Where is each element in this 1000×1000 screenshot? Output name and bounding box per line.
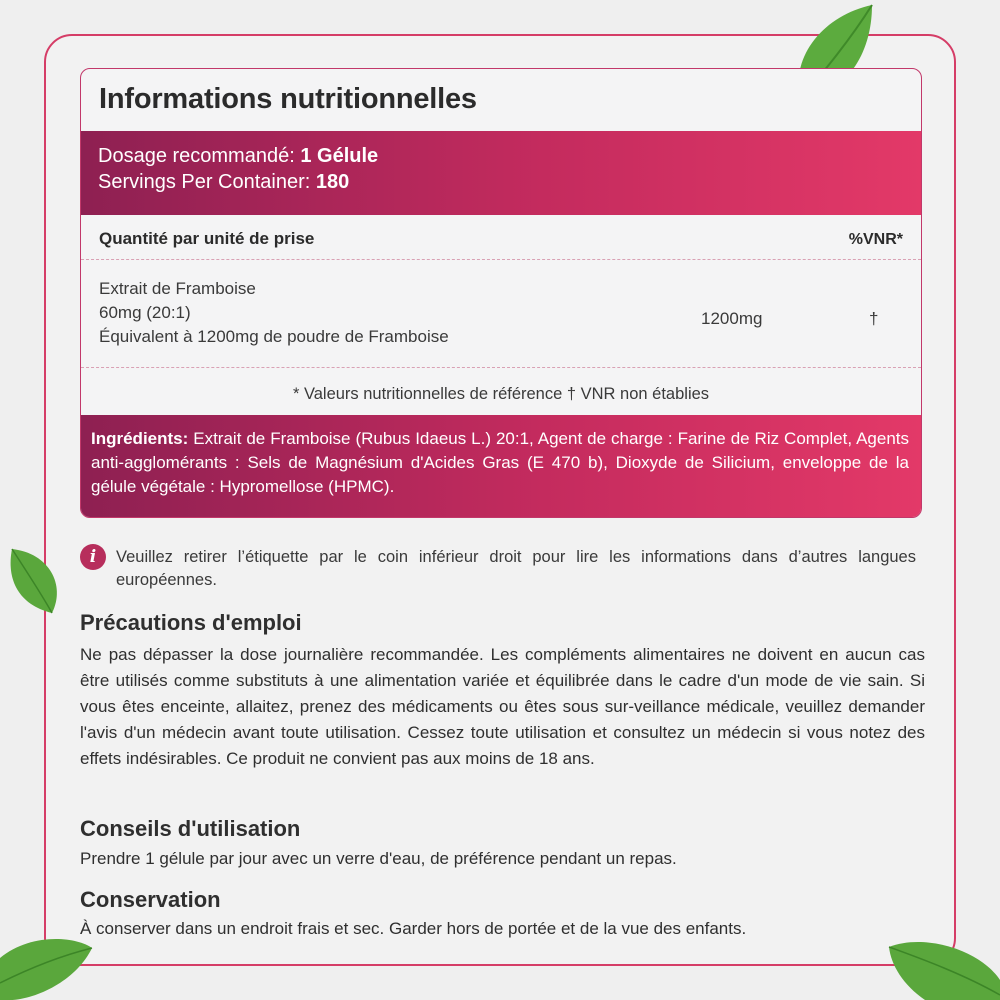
precautions-text: Ne pas dépasser la dose journalière recommandée. Les compléments alimentaires ne doivent en aucun cas être utilisés comme substituts à une alimentation variée et équilibrée dans le cadre d'un mode de vie sain. Si vous êtes enceinte, allaitez, prenez des médicaments ou êtes sous sur-veillance médicale, veuillez demander l'avis d'un médecin avant toute utilisation. Cessez toute utilisation et consultez un médecin si vous notez des effets indésirables. Ce produit ne convient pas aux moins de 18 ans. [80,645,925,768]
precautions-title: Précautions d'emploi [80,610,302,635]
ingredients-label: Ingrédients: [91,429,189,448]
dosage-label: Dosage recommandé: [98,145,301,167]
ingredients-band [81,415,921,518]
table-header-vnr: %VNR* [848,231,903,248]
footnote: * Valeurs nutritionnelles de référence † VNR non établies [292,385,710,403]
nutrition-panel [80,68,922,518]
ingredient-equivalent: Équivalent à 1200mg de poudre de Framboise [99,327,449,346]
info-icon: i [80,544,106,570]
ingredient-ratio: 60mg (20:1) [99,303,191,322]
storage-title: Conservation [80,887,221,912]
ingredient-vnr: † [869,309,879,328]
table-header-quantity: Quantité par unité de prise [99,229,315,248]
servings-value: 180 [315,171,350,193]
servings-label: Servings Per Container: [98,171,316,193]
storage-text: À conserver dans un endroit frais et sec. Garder hors de portée et de la vue des enfants. [80,919,747,938]
usage-text: Prendre 1 gélule par jour avec un verre d'eau, de préférence pendant un repas. [80,849,677,868]
divider [81,367,921,368]
servings-line [98,171,349,194]
divider [81,259,921,260]
usage-title: Conseils d'utilisation [80,816,301,841]
leaf-icon [4,545,66,617]
ingredients-list: Extrait de Framboise (Rubus Idaeus L.) 20:1, Agent de charge : Farine de Riz Complet, Agents anti-agglomérants : Sels de Magnésium d'Acides Gras (E 470 b), Dioxyde de Silicium, enveloppe de la gélule végétale : Hypromellose (HPMC). [91,429,909,496]
dosage-line [98,145,378,168]
notice-text: Veuillez retirer l’étiquette par le coin inférieur droit pour lire les informations dans d’autres langues européennes. [116,548,916,589]
ingredient-amount: 1200mg [701,309,763,328]
leaf-icon [885,935,1000,1000]
panel-title: Informations nutritionnelles [99,83,477,115]
dosage-value: 1 Gélule [300,145,379,167]
nutrition-table [81,215,921,418]
ingredient-name: Extrait de Framboise [99,279,256,298]
ingredients-text [91,427,909,499]
